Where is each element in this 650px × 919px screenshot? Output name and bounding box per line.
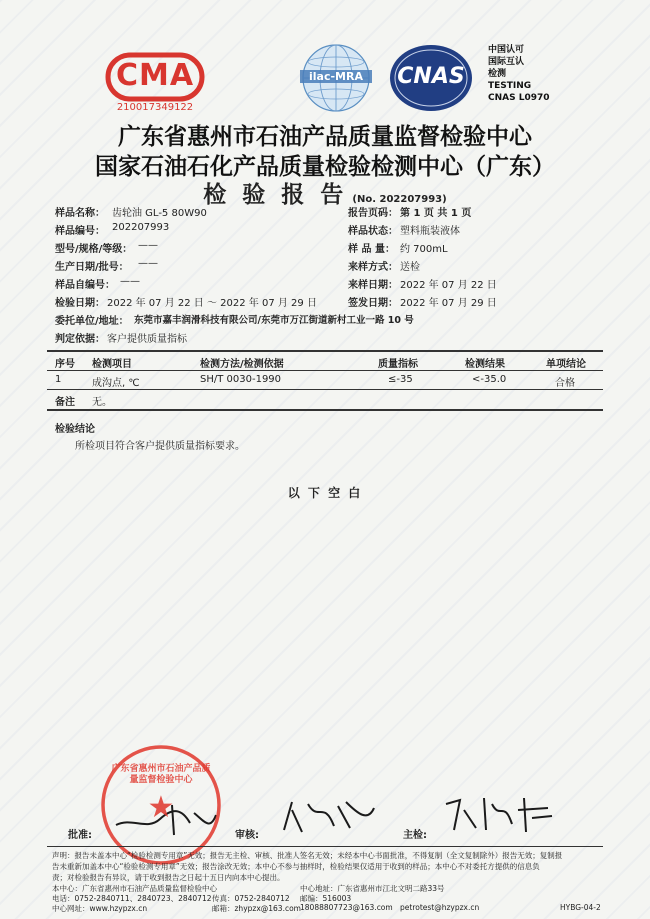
date-batch-label: 生产日期/批号： [55,262,129,273]
footer-divider [47,846,603,847]
org-title-2: 国家石油石化产品质量检验检测中心（广东） [95,154,555,180]
quantity-value: 约 700mL [400,244,448,255]
footer-email-label: 邮箱： [212,904,235,913]
cnas-text: CNAS [397,64,465,89]
cma-logo-text: CMA [115,58,195,93]
footer-email [212,903,301,914]
table-header-border [47,370,603,371]
col-header-method: 检测方法/检测依据 [200,359,284,370]
delivery-value: 送检 [400,262,420,273]
test-date-value: 2022 年 07 月 22 日 ～ 2022 年 07 月 29 日 [107,298,317,309]
footer-fax-label: 传真： [212,894,235,903]
col-header-spec: 质量指标 [378,359,418,370]
cnas-info-line: 中国认可 [488,45,525,55]
test-label: 主检: [403,830,427,841]
delivery-label: 来样方式： [348,262,398,273]
table-top-border [47,350,603,352]
footer-email-value: zhypzx@163.com [234,904,301,913]
sample-name-value: 齿轮油 GL-5 80W90 [112,208,207,219]
cell-spec: ≤-35 [388,374,413,385]
quantity-label: 样 品 量： [348,244,395,255]
cma-number: 210017349122 [116,102,194,113]
col-header-item: 检测项目 [92,359,132,370]
model-value: —— [138,240,158,251]
remark-label: 备注 [55,397,75,408]
approve-label: 批准: [68,830,92,841]
issue-value: 2022 年 07 月 29 日 [400,298,497,309]
conclusion-label: 检验结论 [55,424,95,435]
cell-item: 成沟点, ℃ [92,378,140,389]
sample-name-label: 样品名称： [55,208,105,219]
cma-logo [105,52,205,114]
stamp-star-icon: ★ [147,790,175,825]
footer-phone-value: 0752-2840711、2840723、2840712 [74,894,212,903]
conclusion-text: 所检项目符合客户提供质量指标要求。 [75,441,245,452]
footer-org-label: 本中心： [52,884,82,893]
footer-fax-value: 0752-2840712 [234,894,290,903]
review-label: 审核: [235,830,259,841]
report-number: (No. 202207993) [352,194,447,205]
footer-phone-label: 电话： [52,894,75,903]
sample-no-label: 样品编号： [55,226,105,237]
footer-zip-value: 516003 [322,894,352,903]
footer-web [52,903,147,914]
footer-addr-label: 中心地址： [300,884,338,893]
footer-addr-value: 广东省惠州市江北文明二路33号 [337,884,445,893]
cnas-info-line: TESTING [488,81,532,91]
model-label: 型号/规格/等级： [55,244,133,255]
cnas-info-line: 国际互认 [488,57,525,67]
state-value: 塑料瓶装液体 [400,226,460,237]
client-label: 委托单位/地址： [55,316,129,327]
stamp-text: 广东省惠州市石油产品质量监督检验中心 [111,764,211,785]
state-label: 样品状态： [348,226,398,237]
test-signature [440,790,560,838]
footer-email-3: petrotest@hzypzx.cn [400,903,480,912]
self-no-value: —— [120,276,140,287]
review-signature [278,792,378,838]
basis-value: 客户提供质量指标 [107,334,187,345]
blank-notice: 以 下 空 白 [287,486,363,500]
footer-statement-3: 责；对检验报告有异议，请于收到报告之日起十五日内向本中心提出。 [52,873,285,882]
col-header-result: 检测结果 [465,359,505,370]
date-batch-value: —— [138,258,158,269]
footer-org-name: 广东省惠州市石油产品质量监督检验中心 [82,884,217,893]
arrival-label: 来样日期： [348,280,398,291]
arrival-value: 2022 年 07 月 22 日 [400,280,497,291]
page-label: 报告页码： [348,208,398,219]
col-header-no: 序号 [55,359,75,370]
sample-no-value: 202207993 [112,222,170,233]
cnas-info-line: 检测 [488,69,507,79]
org-title-1: 广东省惠州市石油产品质量监督检验中心 [118,124,532,150]
remark-value: 无。 [92,397,112,408]
footer-web-label: 中心网址： [52,904,90,913]
cell-result: <-35.0 [472,374,507,385]
cell-conclusion: 合格 [555,378,575,389]
footer-web-value: www.hzypzx.cn [89,904,148,913]
cnas-info [488,44,550,104]
footer-email-2: 18088807723@163.com [300,903,393,912]
cnas-info-line: CNAS L0970 [488,93,550,103]
cell-method: SH/T 0030-1990 [200,374,282,385]
ilac-text: ilac-MRA [300,70,372,83]
footer-statement-2: 告未重新加盖本中心“检验检测专用章”无效；报告涂改无效；本中心不参与抽样时，检验结果仅适用于收到的样品；本中心不对委托方提供的信息负 [52,862,540,871]
form-code: HYBG-04-2 [560,903,601,912]
footer-zip-label: 邮编： [300,894,323,903]
ilac-mra-logo [300,42,372,114]
table-bottom-border [47,409,603,411]
cnas-logo [388,42,474,114]
self-no-label: 样品自编号： [55,280,115,291]
cell-no: 1 [55,374,62,385]
page-value: 第 1 页 共 1 页 [400,208,472,219]
footer-statement-1: 声明：报告未盖本中心“检验检测专用章”无效；报告无主检、审核、批准人签名无效；未经本中心书面批准，不得复制（全文复制除外）报告无效；复制报 [52,851,563,860]
col-header-conclusion: 单项结论 [546,359,586,370]
table-row-border [47,389,603,390]
basis-label: 判定依据： [55,334,105,345]
test-date-label: 检验日期： [55,298,105,309]
report-title: 检 验 报 告 [203,182,348,208]
client-value: 东莞市嘉丰润滑科技有限公司/东莞市万江街道新村工业一路 10 号 [134,315,414,326]
issue-label: 签发日期： [348,298,398,309]
